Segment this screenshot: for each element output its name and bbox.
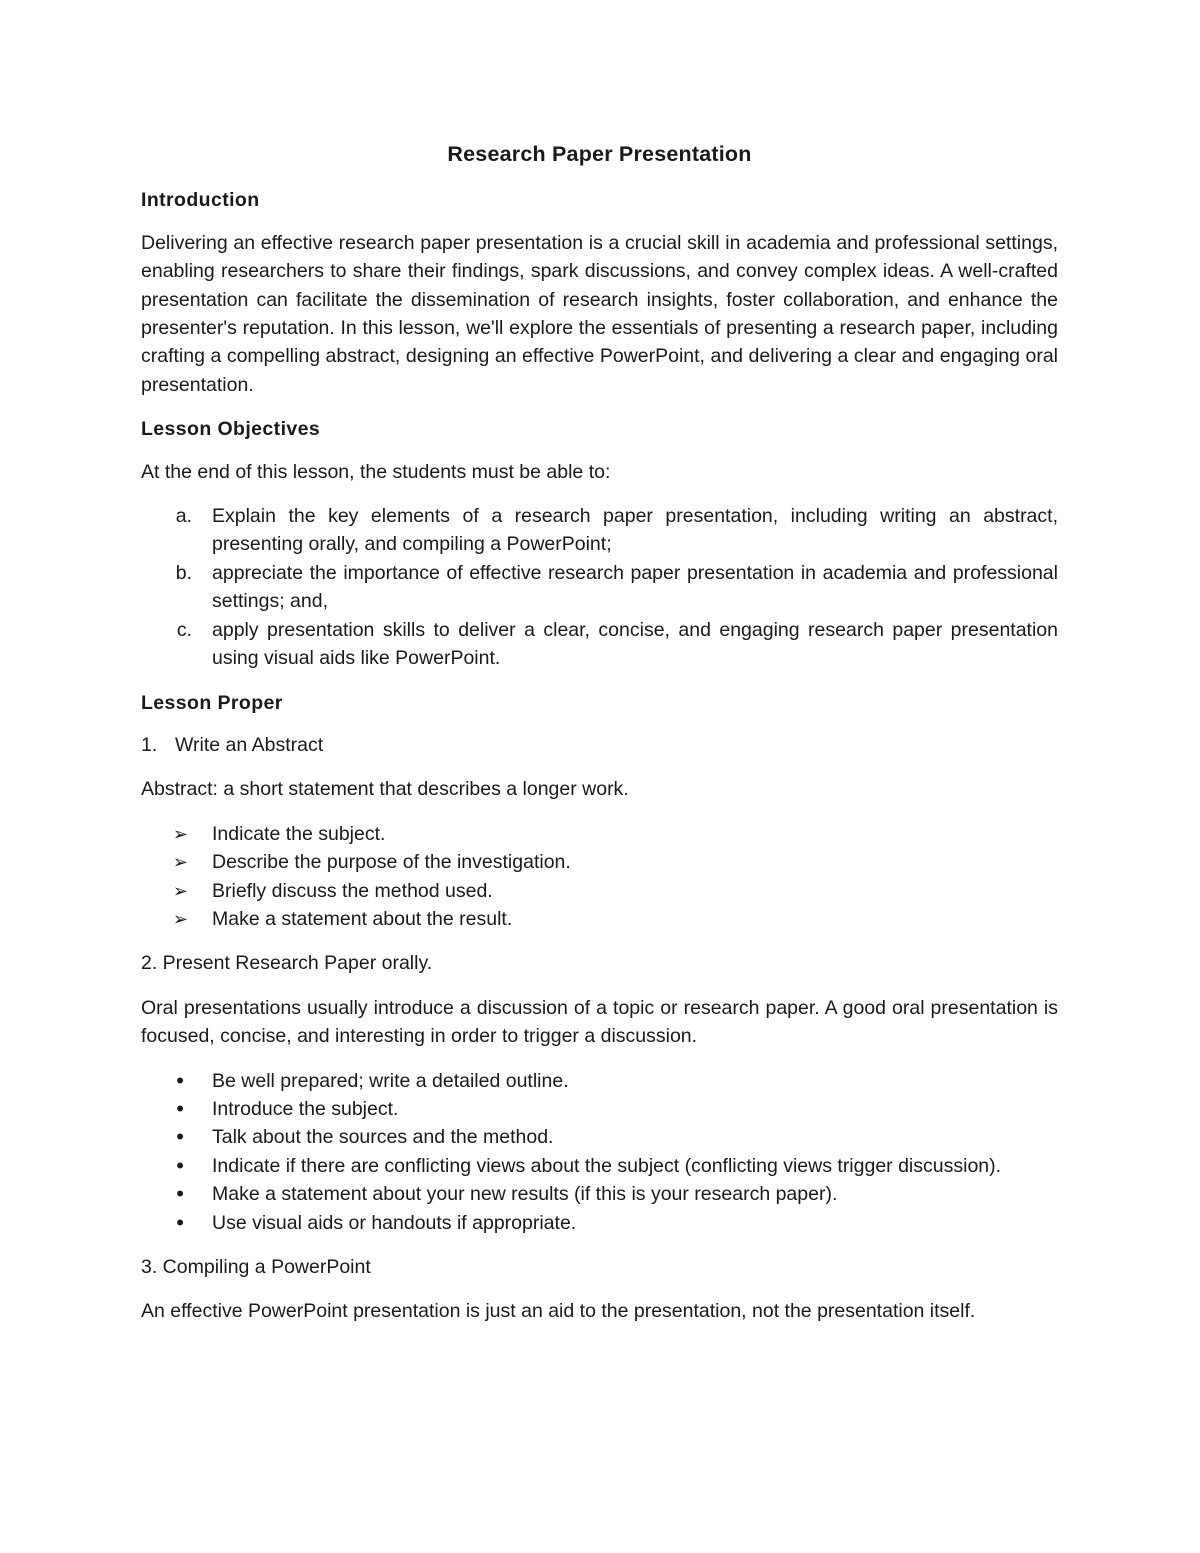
list-item-text: Be well prepared; write a detailed outline. [212,1069,569,1092]
list-item [141,1180,1058,1208]
list-item-text: apply presentation skills to deliver a clear, concise, and engaging research paper presentation using visual aids like PowerPoint. [212,618,1058,670]
list-item [141,1209,1058,1237]
objectives-lead: At the end of this lesson, the students must be able to: [141,460,611,483]
introduction-heading: Introduction [141,189,260,212]
list-item-text: Make a statement about your new results (if this is your research paper). [212,1183,838,1206]
list-item-text: Talk about the sources and the method. [212,1126,554,1149]
oral-presentation-paragraph: Oral presentations usually introduce a discussion of a topic or research paper. A good oral presentation is focused, concise, and interesting in order to trigger a discussion. [141,996,1058,1048]
bullet-dot-icon: • [176,1209,184,1235]
arrow-bullet-icon: ➢ [172,852,188,873]
bullet-dot-icon: • [176,1067,184,1093]
introduction-paragraph: Delivering an effective research paper presentation is a crucial skill in academia and professional settings, enabling researchers to share their findings, spark discussions, and convey complex ideas. A well-crafted presentation can facilitate the dissemination of research insights, foster collaboration, and enhance the presenter's reputation. In this lesson, we'll explore the essentials of presenting a research paper, including crafting a compelling abstract, designing an effective PowerPoint, and delivering a clear and engaging oral presentation. [141,231,1058,396]
list-item-text: Introduce the subject. [212,1097,399,1120]
list-item-text: Indicate the subject. [212,822,386,845]
list-item-text: Explain the key elements of a research paper presentation, including writing an abstract, presenting orally, and compiling a PowerPoint; [212,505,1058,556]
arrow-bullet-icon: ➢ [172,908,188,929]
list-marker: a. [175,505,192,528]
list-item [141,1152,1058,1180]
list-item [141,877,1058,905]
list-item [141,502,1058,559]
section-title-text: Write an Abstract [175,733,324,756]
arrow-bullet-icon: ➢ [172,880,188,901]
list-item-text: appreciate the importance of effective research paper presentation in academia and professional settings; and, [212,561,1058,613]
objectives-list [141,502,1058,672]
bullet-dot-icon: • [176,1152,184,1178]
section-number: 1. [141,733,158,756]
powerpoint-paragraph: An effective PowerPoint presentation is just an aid to the presentation, not the presentation itself. [141,1300,976,1323]
oral-bullet-list [141,1067,1058,1237]
lesson-proper-heading: Lesson Proper [141,691,283,714]
arrow-bullet-icon: ➢ [172,823,188,844]
list-item-text: Describe the purpose of the investigation. [212,851,571,874]
list-item [141,905,1058,933]
bullet-dot-icon: • [176,1181,184,1207]
abstract-bullet-list [141,820,1058,934]
document-page [141,140,1058,1342]
objectives-heading: Lesson Objectives [141,418,321,441]
list-item-text: Indicate if there are conflicting views about the subject (conflicting views trigger discussion). [212,1154,1002,1177]
list-item [141,820,1058,848]
bullet-dot-icon: • [176,1095,184,1121]
section-3-title: 3. Compiling a PowerPoint [141,1256,371,1278]
list-item [141,1095,1058,1123]
list-item-text: Briefly discuss the method used. [212,879,493,902]
list-item-text: Make a statement about the result. [212,907,513,930]
list-item [141,616,1058,673]
list-marker: b. [175,561,192,584]
list-item [141,559,1058,616]
list-item [141,1123,1058,1151]
document-title: Research Paper Presentation [447,142,752,166]
list-item [141,848,1058,876]
section-1-title [141,731,1058,759]
bullet-dot-icon: • [176,1124,184,1150]
abstract-definition: Abstract: a short statement that describes a longer work. [141,778,629,801]
list-marker: c. [176,618,192,641]
section-2-title: 2. Present Research Paper orally. [141,952,433,975]
list-item-text: Use visual aids or handouts if appropriate. [212,1211,577,1234]
list-item [141,1067,1058,1095]
